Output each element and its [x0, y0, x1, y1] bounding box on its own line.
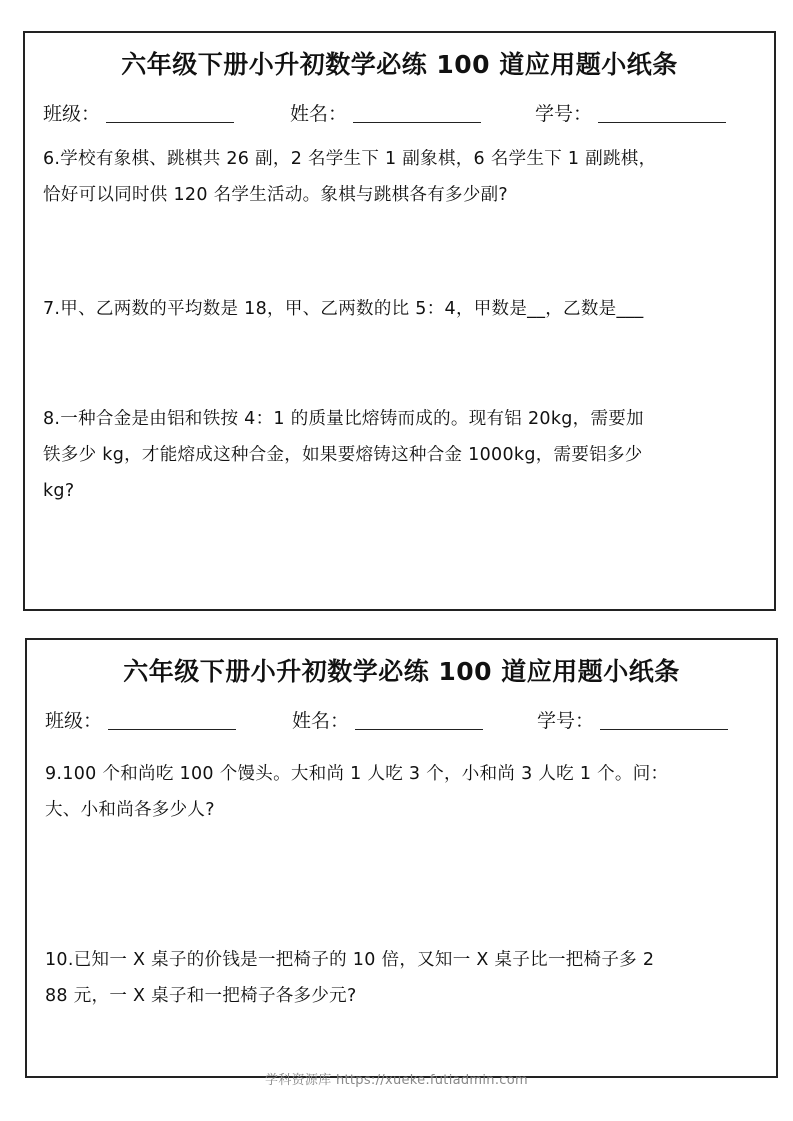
- student-number-blank[interactable]: [598, 102, 726, 123]
- class-label: 班级：: [43, 103, 101, 125]
- class-field[interactable]: [45, 706, 236, 733]
- question-line: 铁多少 kg，才能熔成这种合金，如果要熔铸这种合金 1000kg，需要铝多少: [43, 445, 643, 465]
- student-info-row: [43, 99, 743, 127]
- question-line: 7.甲、乙两数的平均数是 18，甲、乙两数的比 5：4，甲数是__，乙数是___: [43, 299, 644, 319]
- question-line: 88 元，一 X 桌子和一把椅子各多少元?: [45, 986, 357, 1006]
- student-info-row: [45, 706, 745, 734]
- question-10: [45, 942, 760, 1014]
- question-line: kg?: [43, 481, 75, 501]
- student-number-blank[interactable]: [600, 709, 728, 730]
- question-line: 恰好可以同时供 120 名学生活动。象棋与跳棋各有多少副?: [43, 185, 509, 205]
- student-number-label: 学号：: [537, 710, 595, 732]
- question-9: [45, 756, 760, 828]
- name-label: 姓名：: [292, 710, 350, 732]
- student-number-label: 学号：: [535, 103, 593, 125]
- class-field[interactable]: [43, 99, 234, 126]
- name-blank[interactable]: [355, 709, 483, 730]
- name-label: 姓名：: [290, 103, 348, 125]
- card-title: 六年级下册小升初数学必练 100 道应用题小纸条: [123, 657, 680, 686]
- student-number-field[interactable]: [537, 706, 728, 733]
- question-line: 9.100 个和尚吃 100 个馒头。大和尚 1 人吃 3 个，小和尚 3 人吃 1 个。问：: [45, 764, 669, 784]
- name-field[interactable]: [292, 706, 483, 733]
- worksheet-card-2: [25, 638, 778, 1078]
- question-line: 大、小和尚各多少人?: [45, 800, 215, 820]
- question-8: [43, 401, 758, 509]
- footer-watermark: 学科资源库 https://xueke.futiadmin.com: [265, 1073, 528, 1088]
- class-blank[interactable]: [108, 709, 236, 730]
- student-number-field[interactable]: [535, 99, 726, 126]
- class-label: 班级：: [45, 710, 103, 732]
- question-7: [43, 291, 758, 327]
- card-title: 六年级下册小升初数学必练 100 道应用题小纸条: [121, 50, 678, 79]
- question-line: 6.学校有象棋、跳棋共 26 副，2 名学生下 1 副象棋，6 名学生下 1 副跳棋，: [43, 149, 657, 169]
- name-field[interactable]: [290, 99, 481, 126]
- question-line: 10.已知一 X 桌子的价钱是一把椅子的 10 倍，又知一 X 桌子比一把椅子多 2: [45, 950, 655, 970]
- worksheet-card-1: [23, 31, 776, 611]
- question-line: 8.一种合金是由铝和铁按 4：1 的质量比熔铸而成的。现有铝 20kg，需要加: [43, 409, 644, 429]
- question-6: [43, 141, 758, 213]
- class-blank[interactable]: [106, 102, 234, 123]
- name-blank[interactable]: [353, 102, 481, 123]
